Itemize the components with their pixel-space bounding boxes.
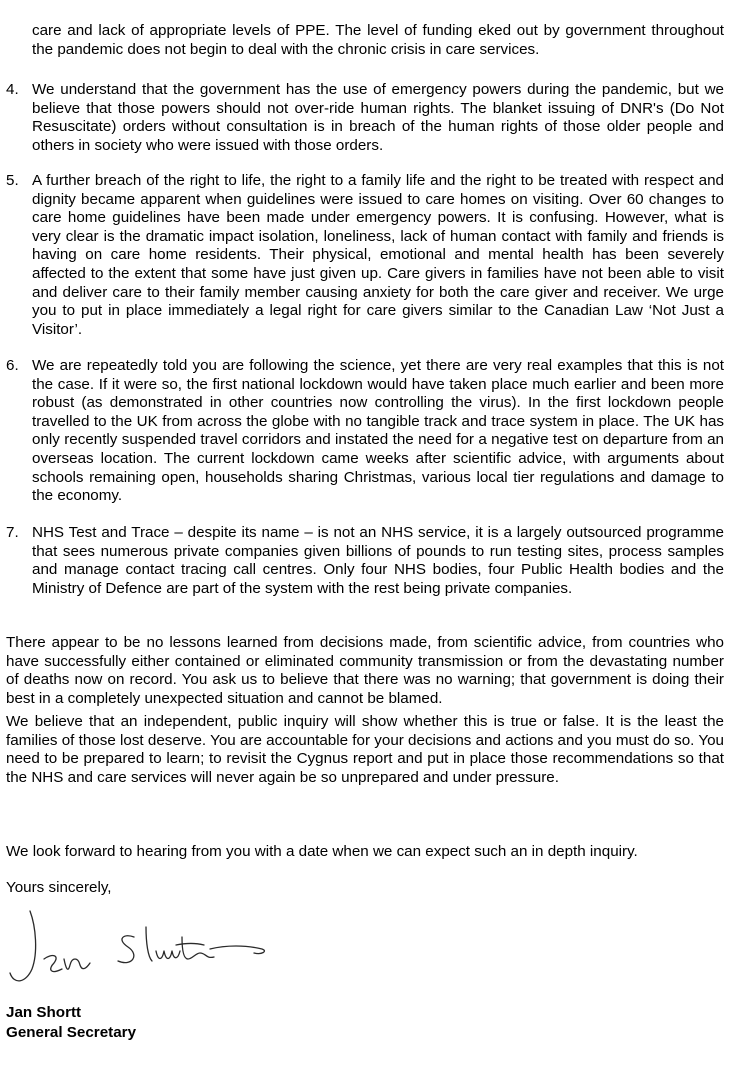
handwritten-signature	[6, 907, 286, 997]
paragraph-lessons: There appear to be no lessons learned from decisions made, from scientific advice, from countries who have successfully either contained or eliminated community transmission or from the devastating number of deaths now on record. You ask us to believe that there was no warning; that government is doing their best in a completely unexpected situation and cannot be blamed.	[6, 634, 724, 707]
list-item-7	[6, 524, 724, 598]
list-item-5	[6, 172, 724, 339]
item-number: 7.	[6, 524, 19, 541]
item-text: We are repeatedly told you are following the science, yet there are very real examples that this is not the case. If it were so, the first national lockdown would have taken place much earlier and been more robust (as demonstrated in other countries now controlling the virus). In the first lockdown people travelled to the UK from across the globe with no tangible track and trace system in place. The UK has only recently suspended travel corridors and instated the need for a negative test on departure from an overseas location. The current lockdown came weeks after scientific advice, with arguments about schools remaining open, households sharing Christmas, various local tier regulations and damage to the economy.	[32, 357, 724, 505]
closing: Yours sincerely,	[6, 879, 112, 896]
item-number: 4.	[6, 81, 19, 98]
item-text: A further breach of the right to life, the right to a family life and the right to be treated with respect and dignity became apparent when guidelines were issued to care homes on visiting. Over 60 changes to care home guidelines have been made under emergency powers. It is confusing. However, what is very clear is the dramatic impact isolation, loneliness, lack of human contact with family and friends is having on care home residents. Their physical, emotional and mental health has been severely affected to the extent that some have just given up. Care givers in families have not been able to visit and deliver care to their family member causing anxiety for both the care giver and receiver. We urge you to put in place immediately a legal right for care givers similar to the Canadian Law ‘Not Just a Visitor’.	[32, 172, 724, 338]
signatory-name: Jan Shortt	[6, 1004, 82, 1021]
list-item-4	[6, 81, 724, 155]
signatory-block	[6, 1003, 136, 1043]
item-text: NHS Test and Trace – despite its name – is not an NHS service, it is a largely outsourced programme that sees numerous private companies given billions of pounds to run testing sites, process samples and manage contact tracing call centres. Only four NHS bodies, four Public Health bodies and the Ministry of Defence are part of the system with the rest being private companies.	[32, 524, 724, 597]
signatory-title: General Secretary	[6, 1024, 137, 1041]
list-item-6	[6, 357, 724, 506]
item-number: 5.	[6, 172, 19, 189]
item-text: We understand that the government has the use of emergency powers during the pandemic, but we believe that those powers should not over-ride human rights. The blanket issuing of DNR's (Do Not Resuscitate) orders without consultation is in breach of the human rights of those older people and others in society who were issued with those orders.	[32, 81, 724, 154]
item-number: 6.	[6, 357, 19, 374]
paragraph-closing-request: We look forward to hearing from you with a date when we can expect such an in depth inquiry.	[6, 843, 638, 860]
intro-fragment: care and lack of appropriate levels of PPE. The level of funding eked out by government throughout the pandemic does not begin to deal with the chronic crisis in care services.	[32, 22, 724, 58]
paragraph-inquiry: We believe that an independent, public inquiry will show whether this is true or false. It is the least the families of those lost deserve. You are accountable for your decisions and actions and you must do so. You need to be prepared to learn; to revisit the Cygnus report and put in place those recommendations so that the NHS and care services will never again be so unprepared and under pressure.	[6, 713, 724, 786]
